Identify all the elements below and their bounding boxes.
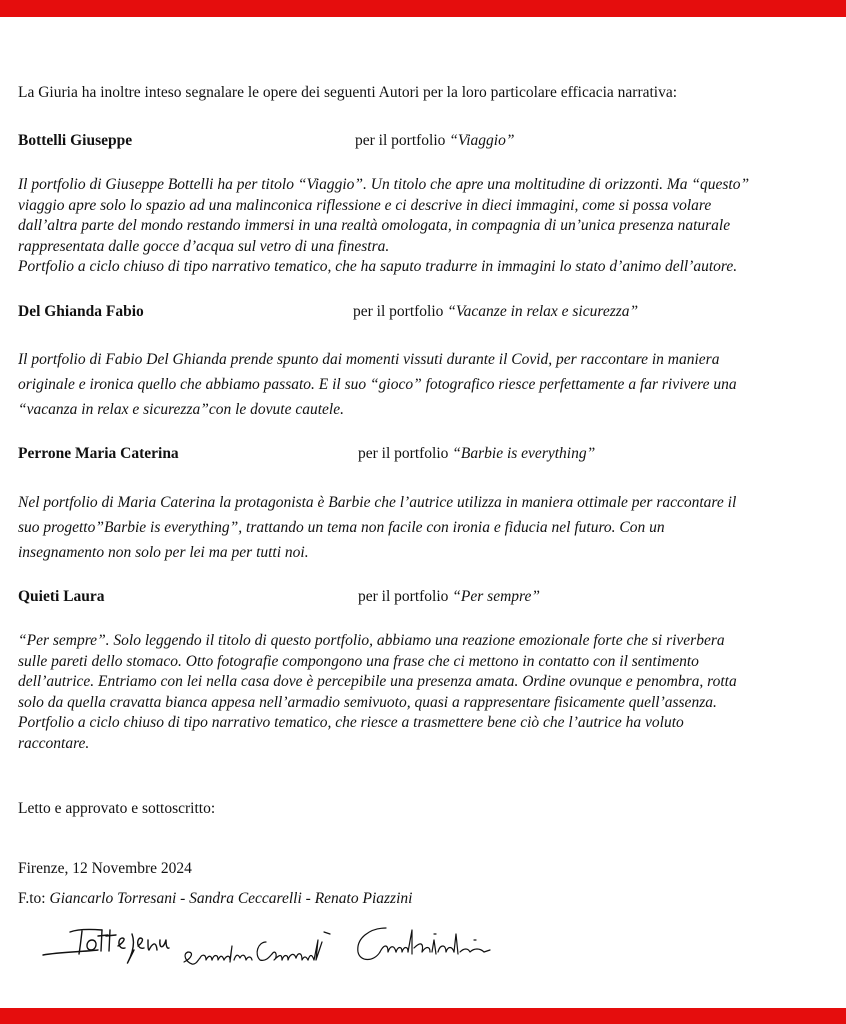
- signature-piazzini: [350, 918, 495, 978]
- signed-prefix: F.to:: [18, 890, 46, 907]
- author-name: Quieti Laura: [18, 588, 105, 605]
- top-red-bar: [0, 0, 846, 17]
- portfolio-line: [358, 445, 595, 463]
- portfolio-prefix: per il portfolio: [355, 132, 446, 149]
- portfolio-title: “Per sempre”: [452, 588, 540, 605]
- portfolio-line: [355, 132, 514, 150]
- portfolio-title: “Viaggio”: [449, 132, 515, 149]
- bottom-red-bar: [0, 1008, 846, 1024]
- author-name: Bottelli Giuseppe: [18, 132, 133, 149]
- portfolio-title: “Vacanze in relax e sicurezza”: [447, 303, 639, 320]
- portfolio-line: [353, 303, 638, 321]
- signature-ceccarelli: [178, 918, 343, 978]
- author-name: Del Ghianda Fabio: [18, 303, 144, 320]
- portfolio-prefix: per il portfolio: [353, 303, 444, 320]
- author-name: Perrone Maria Caterina: [18, 445, 179, 462]
- approval-text: Letto e approvato e sottoscritto:: [18, 800, 216, 817]
- portfolio-prefix: per il portfolio: [358, 445, 449, 462]
- portfolio-line: [358, 588, 540, 606]
- portfolio-description: Il portfolio di Fabio Del Ghianda prende spunto dai momenti vissuti durante il Covid, per raccontare in maniera originale e ironica quello che abbiamo passato. E il suo “gioco” fotografico riesce perfettamente a far rivivere una “vacanza in relax e sicurezza”con le dovute cautele.: [18, 351, 737, 418]
- portfolio-description: Il portfolio di Giuseppe Bottelli ha per titolo “Viaggio”. Un titolo che apre una moltitudine di orizzonti. Ma “questo” viaggio apre solo lo spazio ad una malinconica riflessione e ci descrive in dieci immagini, come si possa volare dall’altra parte del mondo restando immersi in una realtà omologata, in compagnia di un’unica presenza naturale rappresentata dalle gocce d’acqua sul vetro di una finestra. Portfolio a ciclo chiuso di tipo narrativo tematico, che ha saputo tradurre in immagini lo stato d’animo dell’autore.: [18, 176, 750, 275]
- portfolio-prefix: per il portfolio: [358, 588, 449, 605]
- place-date: Firenze, 12 Novembre 2024: [18, 860, 192, 877]
- signers-names: Giancarlo Torresani - Sandra Ceccarelli - Renato Piazzini: [49, 890, 413, 907]
- portfolio-description: Nel portfolio di Maria Caterina la protagonista è Barbie che l’autrice utilizza in maniera ottimale per raccontare il suo progetto”Barbie is everything”, trattando un tema non facile con ironia e fiducia nel futuro. Con un insegnamento non solo per lei ma per tutti noi.: [18, 494, 737, 561]
- portfolio-title: “Barbie is everything”: [452, 445, 596, 462]
- portfolio-description: “Per sempre”. Solo leggendo il titolo di questo portfolio, abbiamo una reazione emozionale forte che si riverbera sulle pareti dello stomaco. Otto fotografie compongono una frase che ci mettono in contatto con il sentimento dell’autrice. Entriamo con lei nella casa dove è percepibile una presenza amata. Ordine ovunque e penombra, rotta solo da quella cravatta bianca appesa nell’armadio semivuoto, quasi a rappresentare fisicamente quell’assenza. Portfolio a ciclo chiuso di tipo narrativo tematico, che riesce a trasmettere bene ciò che l’autrice ha voluto raccontare.: [18, 632, 737, 752]
- signers-line: [18, 890, 412, 908]
- signature-torresani: [40, 918, 170, 978]
- intro-text: La Giuria ha inoltre inteso segnalare le opere dei seguenti Autori per la loro particolare efficacia narrativa:: [18, 84, 678, 101]
